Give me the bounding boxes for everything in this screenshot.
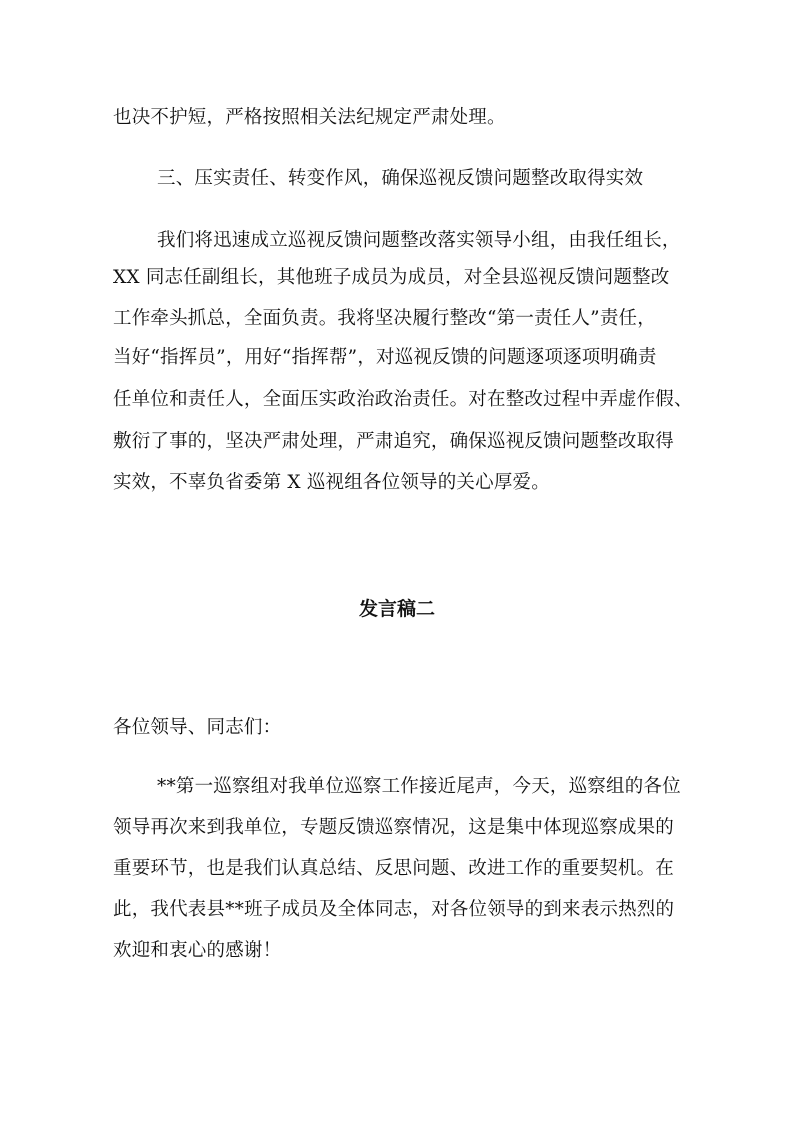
paragraph-line: 工作牵头抓总，全面负责。我将坚决履行整改“第一责任人”责任， <box>113 308 656 329</box>
paragraph-line: 任单位和责任人，全面压实政治政治责任。对在整改过程中弄虚作假、 <box>113 389 693 410</box>
paragraph-line: 实效，不辜负省委第 X 巡视组各位领导的关心厚爱。 <box>113 472 550 493</box>
paragraph-line: 也决不护短，严格按照相关法纪规定严肃处理。 <box>113 107 506 128</box>
paragraph-line: 我们将迅速成立巡视反馈问题整改落实领导小组，由我任组长， <box>157 230 681 251</box>
paragraph-line: **第一巡察组对我单位巡察工作接近尾声，今天，巡察组的各位 <box>157 776 681 797</box>
paragraph-line: XX 同志任副组长，其他班子成员为成员，对全县巡视反馈问题整改 <box>113 267 670 288</box>
paragraph-line: 领导再次来到我单位，专题反馈巡察情况，这是集中体现巡察成果的 <box>113 817 675 838</box>
salutation: 各位领导、同志们： <box>113 717 282 738</box>
paragraph-line: 当好“指挥员”，用好“指挥帮”，对巡视反馈的问题逐项逐项明确责 <box>113 347 657 368</box>
paragraph-line: 此，我代表县**班子成员及全体同志，对各位领导的到来表示热烈的 <box>113 899 675 920</box>
paragraph-line: 重要环节，也是我们认真总结、反思问题、改进工作的重要契机。在 <box>113 858 675 879</box>
section-heading: 三、压实责任、转变作风，确保巡视反馈问题整改取得实效 <box>157 168 644 189</box>
paragraph-line: 欢迎和衷心的感谢！ <box>113 940 282 961</box>
speech-title: 发言稿二 <box>358 598 435 620</box>
paragraph-line: 敷衍了事的，坚决严肃处理，严肃追究，确保巡视反馈问题整改取得 <box>113 431 675 452</box>
